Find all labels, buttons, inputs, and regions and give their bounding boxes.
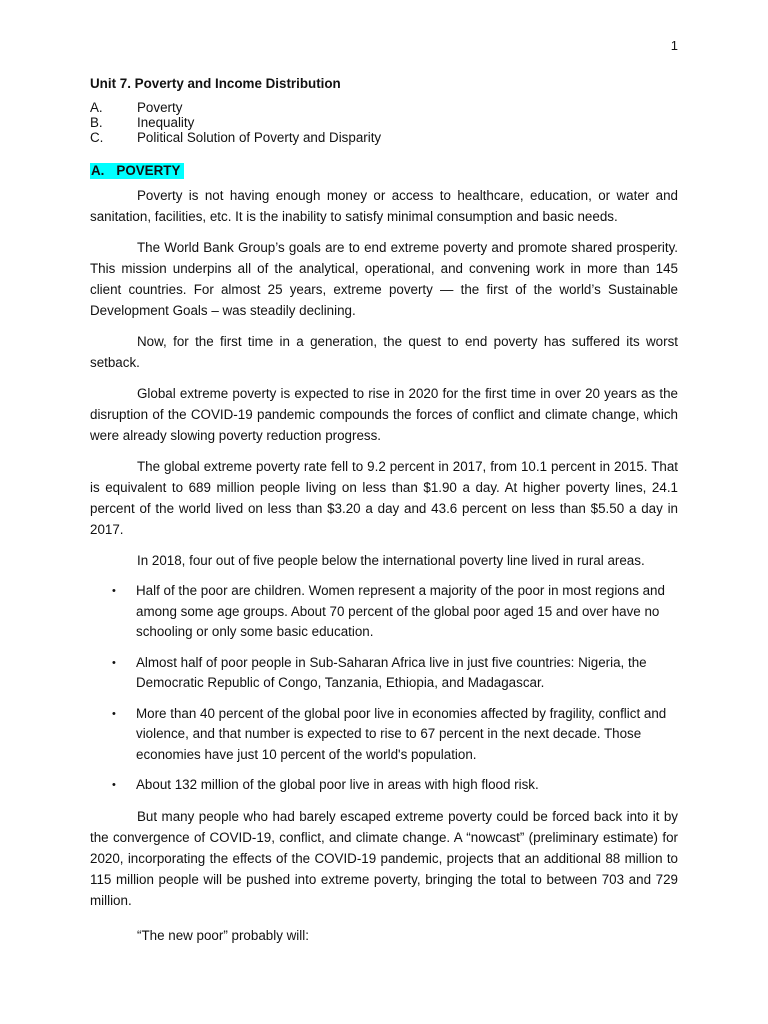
bullet-icon: • xyxy=(112,585,116,597)
bullet-item xyxy=(90,704,678,766)
toc-item xyxy=(90,130,678,145)
paragraph-last-line: “The new poor” probably will: xyxy=(137,927,309,943)
table-of-contents xyxy=(90,100,678,145)
section-title: POVERTY xyxy=(116,163,181,178)
paragraph: The global extreme poverty rate fell to 9.2 percent in 2017, from 10.1 percent in 2015. That is equivalent to 689 million people living on less than $1.90 a day. At higher poverty lines, 24.1 percent of the world lived on less than $3.20 a day and 43.6 percent on less than $5.50 a day in 2017. xyxy=(90,459,678,537)
paragraph: Global extreme poverty is expected to rise in 2020 for the first time in over 20 years as the disruption of the COVID-19 pandemic compounds the forces of conflict and climate change, which were already slowing poverty reduction progress. xyxy=(90,386,678,443)
toc-label: Poverty xyxy=(137,100,183,115)
toc-item xyxy=(90,115,678,130)
bullet-item xyxy=(90,775,678,796)
bullet-item xyxy=(90,653,678,694)
toc-item xyxy=(90,100,678,115)
toc-letter: C. xyxy=(90,130,104,145)
bullet-list xyxy=(90,581,678,796)
unit-title: Unit 7. Poverty and Income Distribution xyxy=(90,76,341,91)
bullet-text: About 132 million of the global poor live in areas with high flood risk. xyxy=(136,777,539,792)
page-number: 1 xyxy=(670,38,678,53)
paragraph: The World Bank Group’s goals are to end extreme poverty and promote shared prosperity. This mission underpins all of the analytical, operational, and convening work in more than 145 client countries. For almost 25 years, extreme poverty — the first of the world’s Sustainable Development Goals – was steadily declining. xyxy=(90,240,678,318)
section-heading-poverty xyxy=(90,163,184,179)
bullet-text: Almost half of poor people in Sub-Saharan Africa live in just five countries: Nigeria, the Democratic Republic of Congo, Tanzania, Ethiopia, and Madagascar. xyxy=(136,654,647,690)
paragraph: In 2018, four out of five people below the international poverty line lived in rural areas. xyxy=(137,553,645,568)
toc-label: Inequality xyxy=(137,115,195,130)
bullet-icon: • xyxy=(112,656,116,669)
bullet-icon: • xyxy=(112,779,116,791)
bullet-icon: • xyxy=(112,707,116,720)
paragraph: But many people who had barely escaped extreme poverty could be forced back into it by the convergence of COVID-19, conflict, and climate change. A “nowcast” (preliminary estimate) for 2020, incorporating the effects of the COVID-19 pandemic, projects that an additional 88 million to 115 million people will be pushed into extreme poverty, bringing the total to between 703 and 729 million. xyxy=(90,808,678,908)
bullet-text: Half of the poor are children. Women represent a majority of the poor in most regions and among some age groups. About 70 percent of the global poor aged 15 and over have no schooling or only some basic education. xyxy=(136,583,665,639)
paragraph: Now, for the first time in a generation, the quest to end poverty has suffered its worst setback. xyxy=(90,334,678,370)
bullet-item xyxy=(90,581,678,643)
paragraph: Poverty is not having enough money or access to healthcare, education, or water and sanitation, facilities, etc. It is the inability to satisfy minimal consumption and basic needs. xyxy=(90,188,678,224)
document-body xyxy=(90,76,678,946)
section-letter: A. xyxy=(91,163,105,178)
toc-letter: A. xyxy=(90,100,103,115)
toc-label: Political Solution of Poverty and Disparity xyxy=(137,130,382,145)
bullet-text: More than 40 percent of the global poor live in economies affected by fragility, conflict and violence, and that number is expected to rise to 67 percent in the next decade. Those economies have just 10 percent of the world's population. xyxy=(136,705,667,762)
toc-letter: B. xyxy=(90,115,103,130)
